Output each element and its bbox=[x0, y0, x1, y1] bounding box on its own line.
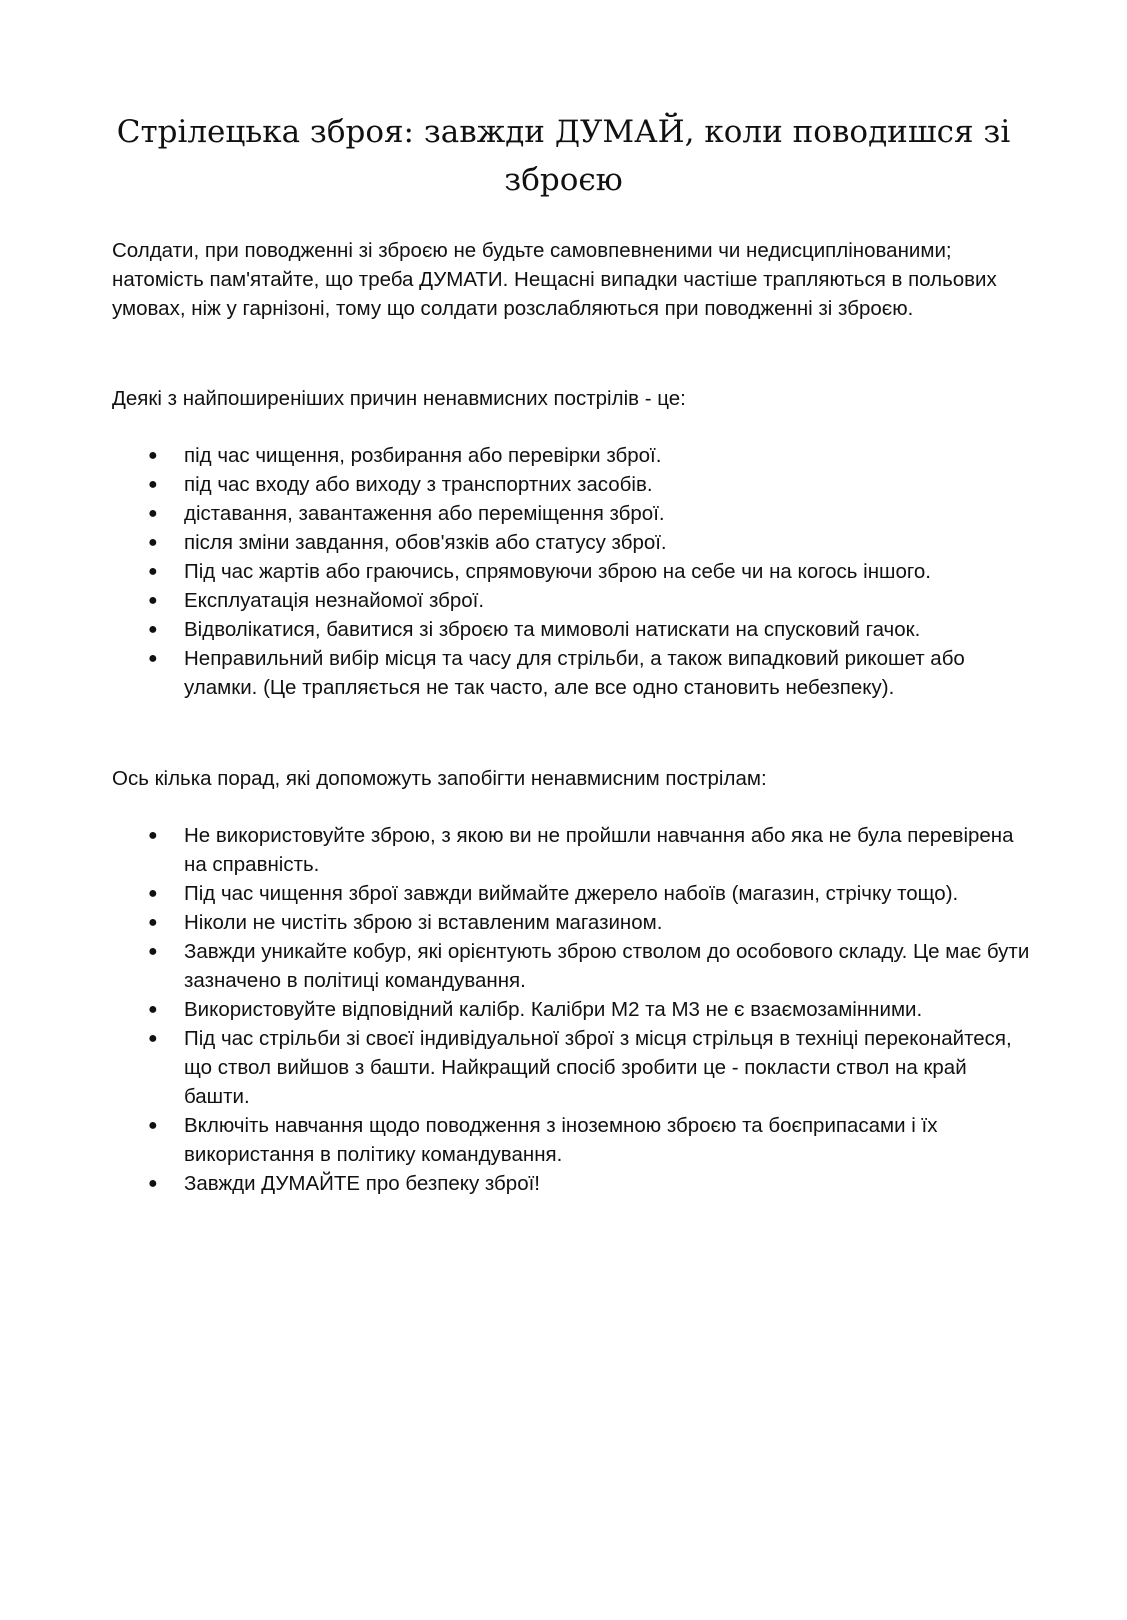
list-item-text: Не використовуйте зброю, з якою ви не пройшли навчання або яка не була перевірена на справність. bbox=[184, 824, 1014, 876]
intro-paragraph: Солдати, при поводженні зі зброєю не будьте самовпевненими чи недисциплінованими; натомість пам'ятайте, що треба ДУМАТИ. Нещасні випадки частіше трапляються в польових умовах, ніж у гарнізоні, тому що солдати розслабляються при поводженні зі зброєю. bbox=[112, 239, 997, 320]
tips-list bbox=[112, 821, 1032, 1198]
bullet-icon: ● bbox=[148, 885, 158, 902]
bullet-icon: ● bbox=[148, 563, 158, 580]
list-item-text: Використовуйте відповідний калібр. Калібри M2 та M3 не є взаємозамінними. bbox=[184, 998, 923, 1021]
list-item-text: Завжди ДУМАЙТЕ про безпеку зброї! bbox=[184, 1172, 540, 1195]
bullet-icon: ● bbox=[148, 505, 158, 522]
list-item bbox=[112, 528, 1032, 557]
list-item bbox=[112, 937, 1032, 995]
bullet-icon: ● bbox=[148, 1175, 158, 1192]
tips-heading: Ось кілька порад, які допоможуть запобігти ненавмисним пострілам: bbox=[112, 767, 767, 790]
list-item bbox=[112, 1024, 1032, 1111]
list-item bbox=[112, 615, 1032, 644]
list-item-text: Експлуатація незнайомої зброї. bbox=[184, 589, 485, 612]
list-item-text: під час чищення, розбирання або перевірки зброї. bbox=[184, 444, 662, 467]
list-item bbox=[112, 499, 1032, 528]
list-item-text: після зміни завдання, обов'язків або статусу зброї. bbox=[184, 531, 667, 554]
list-item bbox=[112, 586, 1032, 615]
bullet-icon: ● bbox=[148, 650, 158, 667]
bullet-icon: ● bbox=[148, 447, 158, 464]
bullet-icon: ● bbox=[148, 1030, 158, 1047]
list-item-text: Ніколи не чистіть зброю зі вставленим магазином. bbox=[184, 911, 663, 934]
bullet-icon: ● bbox=[148, 592, 158, 609]
list-item-text: Під час чищення зброї завжди виймайте джерело набоїв (магазин, стрічку тощо). bbox=[184, 882, 959, 905]
list-item bbox=[112, 908, 1032, 937]
list-item bbox=[112, 1111, 1032, 1169]
causes-list bbox=[112, 441, 1032, 702]
bullet-icon: ● bbox=[148, 914, 158, 931]
list-item bbox=[112, 879, 1032, 908]
list-item bbox=[112, 470, 1032, 499]
list-item-text: Включіть навчання щодо поводження з іноземною зброєю та боєприпасами і їх використання в політику командування. bbox=[184, 1114, 938, 1166]
bullet-icon: ● bbox=[148, 476, 158, 493]
bullet-icon: ● bbox=[148, 1117, 158, 1134]
list-item bbox=[112, 557, 1032, 586]
bullet-icon: ● bbox=[148, 943, 158, 960]
list-item-text: під час входу або виходу з транспортних засобів. bbox=[184, 473, 653, 496]
bullet-icon: ● bbox=[148, 827, 158, 844]
list-item bbox=[112, 441, 1032, 470]
list-item-text: діставання, завантаження або переміщення зброї. bbox=[184, 502, 665, 525]
list-item bbox=[112, 644, 1032, 702]
bullet-icon: ● bbox=[148, 1001, 158, 1018]
list-item bbox=[112, 1169, 1032, 1198]
bullet-icon: ● bbox=[148, 534, 158, 551]
list-item-text: Відволікатися, бавитися зі зброєю та мимоволі натискати на спусковий гачок. bbox=[184, 618, 921, 641]
bullet-icon: ● bbox=[148, 621, 158, 638]
list-item-text: Під час жартів або граючись, спрямовуючи зброю на себе чи на когось іншого. bbox=[184, 560, 931, 583]
list-item-text: Під час стрільби зі своєї індивідуальної зброї з місця стрільця в техніці переконайтеся, що ствол вийшов з башти. Найкращий спосіб зробити це - покласти ствол на край башти. bbox=[184, 1027, 1012, 1108]
list-item-text: Завжди уникайте кобур, які орієнтують зброю стволом до особового складу. Це має бути зазначено в політиці командування. bbox=[184, 940, 1030, 992]
list-item bbox=[112, 995, 1032, 1024]
list-item-text: Неправильний вибір місця та часу для стрільби, а також випадковий рикошет або уламки. (Це трапляється не так часто, але все одно становить небезпеку). bbox=[184, 647, 965, 699]
list-item bbox=[112, 821, 1032, 879]
document-title: Стрілецька зброя: завжди ДУМАЙ, коли поводишся зі зброєю bbox=[116, 114, 1011, 198]
causes-heading: Деякі з найпоширеніших причин ненавмисних пострілів - це: bbox=[112, 387, 686, 410]
